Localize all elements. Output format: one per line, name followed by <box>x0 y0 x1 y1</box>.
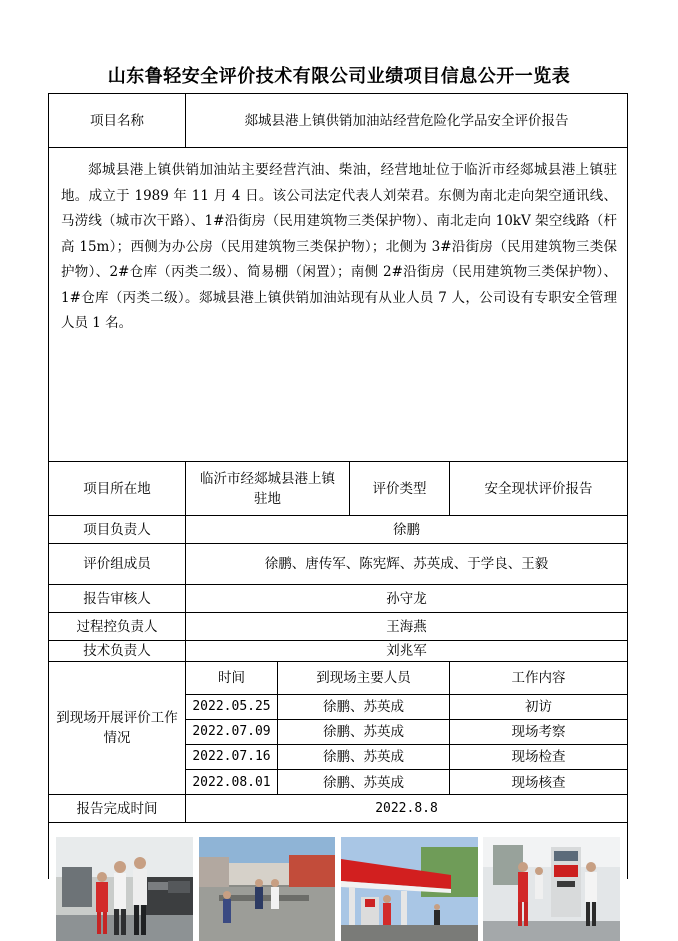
header-people: 到现场主要人员 <box>278 662 450 694</box>
visit-time: 2022.07.16 <box>186 745 278 769</box>
table-row <box>186 745 627 770</box>
header-content: 工作内容 <box>511 670 566 686</box>
header-time: 时间 <box>186 662 278 694</box>
row-finish <box>49 795 627 823</box>
page-title: 山东鲁轻安全评价技术有限公司业绩项目信息公开一览表 <box>107 66 571 87</box>
row-tech <box>49 641 627 662</box>
visit-people: 徐鹏、苏英成 <box>278 745 450 769</box>
type-label: 评价类型 <box>350 462 450 515</box>
project-name-value: 郯城县港上镇供销加油站经营危险化学品安全评价报告 <box>244 112 569 129</box>
site-visit-block <box>49 662 627 795</box>
table-row <box>186 770 627 795</box>
visit-people: 徐鹏、苏英成 <box>278 695 450 719</box>
visit-content: 现场考察 <box>511 724 566 740</box>
team-value: 徐鹏、唐传军、陈宪辉、苏英成、于学良、王毅 <box>264 556 549 572</box>
photo-office <box>56 837 193 941</box>
visit-people: 徐鹏、苏英成 <box>278 720 450 744</box>
reviewer-value: 孙守龙 <box>386 590 427 607</box>
photo-strip <box>49 823 627 880</box>
visit-content: 现场检查 <box>511 749 566 765</box>
tech-label: 技术负责人 <box>49 641 186 661</box>
info-table <box>48 93 628 879</box>
visit-time: 2022.07.09 <box>186 720 278 744</box>
type-value: 安全现状评价报告 <box>484 480 593 497</box>
leader-value: 徐鹏 <box>393 521 420 538</box>
site-visit-header <box>186 662 627 695</box>
tech-value: 刘兆军 <box>386 643 427 659</box>
finish-label: 报告完成时间 <box>49 795 186 822</box>
visit-content: 初访 <box>525 699 552 715</box>
finish-value: 2022.8.8 <box>375 800 438 816</box>
team-label: 评价组成员 <box>49 544 186 584</box>
project-description: 郯城县港上镇供销加油站主要经营汽油、柴油，经营地址位于临沂市经郯城县港上镇驻地。成立于 1989 年 11 月 4 日。该公司法定代表人刘荣君。东侧为南北走向架空通讯线、马涝线（城市次干路）、1#沿街房（民用建筑物三类保护物）、南北走向 10kV 架空线路（杆高 15m）；西侧为办公房（民用建筑物三类保护物）；北侧为 3#沿街房（民用建筑物三类保护物）、2#仓库（丙类二级）、简易棚（闲置）；南侧 2#沿街房（民用建筑物三类保护物）、1#仓库（丙类二级）。郯城县港上镇供销加油站现有从业人员 7 人，公司设有专职安全管理人员 1 名。 <box>49 148 627 462</box>
reviewer-label: 报告审核人 <box>49 585 186 612</box>
visit-people: 徐鹏、苏英成 <box>278 770 450 795</box>
photo-dispenser <box>483 837 620 941</box>
site-visit-table <box>186 662 627 794</box>
process-label: 过程控负责人 <box>49 613 186 640</box>
project-name-label: 项目名称 <box>49 94 186 147</box>
row-location <box>49 462 627 516</box>
table-row <box>186 695 627 720</box>
row-reviewer <box>49 585 627 613</box>
site-visit-label: 到现场开展评价工作情况 <box>49 662 186 794</box>
location-label: 项目所在地 <box>49 462 186 515</box>
process-value: 王海燕 <box>386 618 427 635</box>
visit-time: 2022.08.01 <box>186 770 278 795</box>
visit-content: 现场核查 <box>511 774 566 791</box>
photo-yard <box>199 837 335 941</box>
row-leader <box>49 516 627 544</box>
leader-label: 项目负责人 <box>49 516 186 543</box>
row-process <box>49 613 627 641</box>
row-team <box>49 544 627 585</box>
photo-station-canopy <box>341 837 478 941</box>
location-value: 临沂市经郯城县港上镇驻地 <box>186 462 350 515</box>
table-row <box>186 720 627 745</box>
visit-time: 2022.05.25 <box>186 695 278 719</box>
row-project-name <box>49 94 627 148</box>
